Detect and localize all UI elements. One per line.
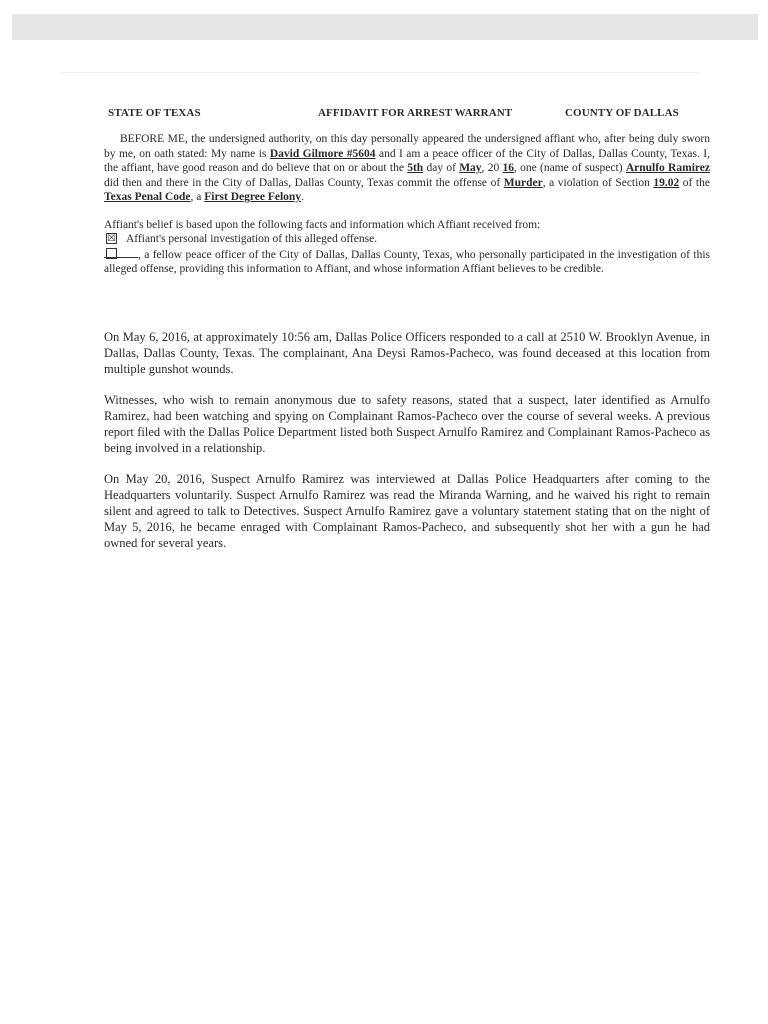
- intro-text-9: , a: [190, 191, 205, 203]
- affiant-name: David Gilmore #5604: [269, 147, 376, 160]
- empty-box-icon: [106, 248, 117, 259]
- intro-text-3: day of: [423, 162, 460, 174]
- basis-option-fellow-officer: [104, 247, 710, 277]
- affidavit-page: [104, 100, 710, 551]
- basis-option-personal-label: Affiant's personal investigation of this alleged offense.: [126, 233, 378, 245]
- offense-name: Murder: [503, 176, 543, 189]
- intro-text-1: BEFORE ME, the undersigned authority, on this day personally appeared the undersigned affiant who, after being duly sworn by me, on oath stated: My name is: [104, 133, 710, 160]
- felony-degree: First Degree Felony: [204, 191, 302, 203]
- offense-year: 16: [502, 162, 514, 174]
- belief-basis-section: [104, 218, 710, 277]
- suspect-name: Arnulfo Ramirez: [625, 162, 710, 174]
- intro-text-5: , one (name of suspect): [513, 162, 626, 174]
- intro-text-8: of the: [679, 176, 710, 189]
- narrative-paragraph-2: Witnesses, who wish to remain anonymous due to safety reasons, stated that a suspect, later identified as Arnulfo Ramirez, had been watching and spying on Complainant Ramos-Pacheco over the course of several weeks. A previous report filed with the Dallas Police Department listed both Suspect Arnulfo Ramirez and Complainant Ramos-Pacheco as being involved in a relationship.: [104, 392, 710, 455]
- basis-lead: Affiant's belief is based upon the following facts and information which Affiant received from:: [104, 218, 541, 231]
- header-title: AFFIDAVIT FOR ARREST WARRANT: [318, 107, 513, 119]
- intro-text-2: and I am a peace officer of the City of Dallas, Dallas County, Texas. I, the affiant, have good reason and do believe that on or about the: [104, 147, 711, 174]
- statute-section: 19.02: [653, 176, 680, 189]
- offense-month: May: [459, 162, 482, 174]
- narrative-paragraph-1: On May 6, 2016, at approximately 10:56 am, Dallas Police Officers responded to a call at 2510 W. Brooklyn Avenue, in Dallas, Dallas County, Texas. The complainant, Ana Deysi Ramos-Pacheco, was found deceased at this location from multiple gunshot wounds.: [104, 329, 710, 376]
- intro-text-7: , a violation of Section: [542, 176, 654, 189]
- basis-option-fellow-label: , a fellow peace officer of the City of Dallas, Dallas County, Texas, who personally participated in the investigation of this alleged offense, providing this information to Affiant, and whose information Affiant believes to be credible.: [104, 248, 710, 275]
- offense-day: 5th: [407, 162, 424, 174]
- scan-top-border: [12, 14, 758, 40]
- header-state: STATE OF TEXAS: [108, 107, 201, 119]
- intro-text-4: , 20: [481, 162, 503, 174]
- document-header: [104, 100, 710, 120]
- narrative-paragraph-3: On May 20, 2016, Suspect Arnulfo Ramirez was interviewed at Dallas Police Headquarters after coming to the Headquarters voluntarily. Suspect Arnulfo Ramirez was read the Miranda Warning, and he waived his right to remain silent and agreed to talk to Detectives. Suspect Arnulfo Ramirez gave a voluntary statement stating that on the night of May 5, 2016, he became enraged with Complainant Ramos-Pacheco, and subsequently shot her with a gun he had owned for several years.: [104, 471, 710, 550]
- header-county: COUNTY OF DALLAS: [565, 107, 679, 119]
- intro-text-6: did then and there in the City of Dallas, Dallas County, Texas commit the offense of: [104, 176, 504, 189]
- intro-text-10: .: [301, 191, 304, 203]
- checked-box-icon: ☒: [107, 233, 116, 244]
- scan-artifact-line: [60, 72, 700, 73]
- intro-paragraph: [104, 132, 710, 205]
- basis-option-personal: [104, 232, 710, 247]
- penal-code: Texas Penal Code: [104, 191, 191, 203]
